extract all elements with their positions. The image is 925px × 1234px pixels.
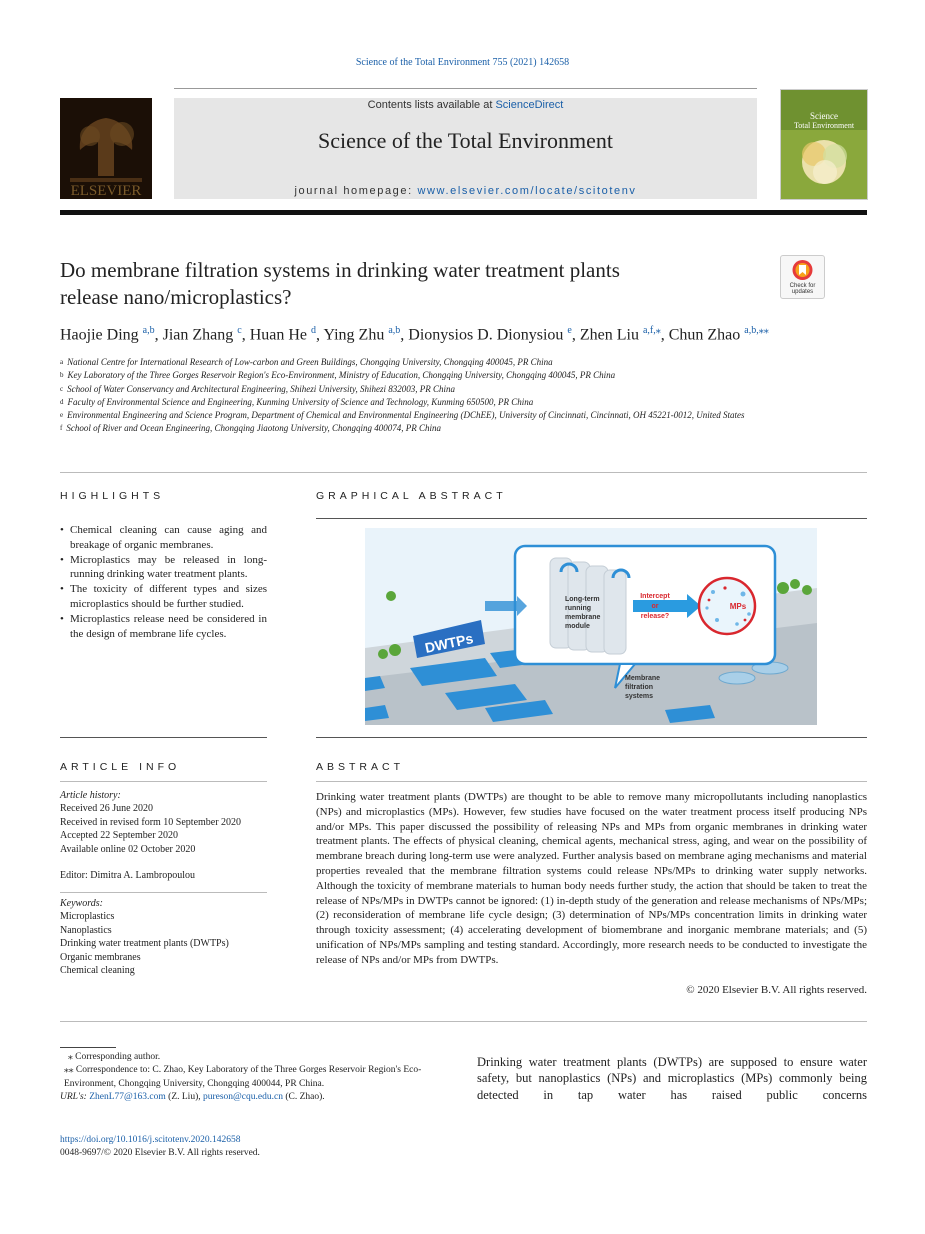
- homepage-link[interactable]: www.elsevier.com/locate/scitotenv: [417, 185, 637, 197]
- editor-line: Editor: Dimitra A. Lambropoulou: [60, 870, 195, 881]
- elsevier-logo: [60, 98, 152, 199]
- keyword[interactable]: Microplastics: [60, 911, 115, 923]
- footnote-rule: [60, 1047, 116, 1048]
- svg-text:membrane: membrane: [565, 614, 601, 621]
- sciencedirect-link[interactable]: ScienceDirect: [495, 99, 564, 111]
- highlights-list: [60, 523, 267, 641]
- article-info-rule: [60, 737, 267, 738]
- article-info-subrule: [60, 781, 267, 782]
- journal-homepage: journal homepage: www.elsevier.com/locate/scitotenv: [294, 185, 637, 197]
- article-history: Article history: Received 26 June 2020 Received in revised form 10 September 2020 Accepted 22 September 2020 Available online 02 October 2020: [60, 790, 242, 855]
- svg-text:systems: systems: [625, 693, 654, 700]
- affiliation-item: $^d$ Faculty of Environmental Science and Engineering, Kunming University of Science and Technology, Kunming 650500, PR China: [60, 396, 534, 407]
- author-affiliation-ref[interactable]: a,b: [388, 325, 401, 336]
- svg-text:Intercept: Intercept: [640, 593, 670, 600]
- graphical-abstract-rule: [316, 518, 867, 519]
- highlight-item: • Chemical cleaning can cause aging and breakage of organic membranes.: [60, 523, 267, 553]
- author[interactable]: Jian Zhang: [162, 326, 234, 344]
- author[interactable]: Chun Zhao: [668, 326, 741, 344]
- contents-line: Contents lists available at ScienceDirect: [367, 99, 564, 111]
- abstract-bottom-rule: [60, 1021, 867, 1022]
- keyword[interactable]: Chemical cleaning: [60, 965, 135, 977]
- footnotes: ⁎ Corresponding author. ⁎⁎ Correspondence to: C. Zhao, Key Laboratory of the Three Gorges Reservoir Region's Eco-Environment, Chongqing University, Chongqing 400044, PR China. URL's: ZhenL77@163.com (Z. Liu), pureson@cqu.edu.cn (C. Zhao).: [60, 1052, 422, 1103]
- graphical-abstract-heading: GRAPHICAL ABSTRACT: [316, 490, 507, 502]
- affiliation-list: [60, 356, 880, 436]
- email-link[interactable]: pureson@cqu.edu.cn: [202, 1092, 283, 1103]
- author-affiliation-ref[interactable]: c: [237, 325, 242, 336]
- header-bottom-rule: [60, 210, 867, 215]
- email-link[interactable]: ZhenL77@163.com: [89, 1092, 166, 1103]
- introduction-text: Drinking water treatment plants (DWTPs) are supposed to ensure water safety, but nanoplastics (NPs) and microplastics (MPs) commonly being detected in tap water has raised public concerns: [477, 1055, 867, 1102]
- svg-text:DWTPs: DWTPs: [423, 630, 475, 656]
- abstract-copyright: © 2020 Elsevier B.V. All rights reserved.: [686, 984, 867, 996]
- author-affiliation-ref[interactable]: a,b,⁎⁎: [744, 325, 769, 336]
- affiliation-item: $^c$ School of Water Conservancy and Architectural Engineering, Shihezi University, Shihezi 832003, PR China: [60, 383, 455, 394]
- svg-text:Long-term: Long-term: [565, 596, 600, 603]
- doi-link[interactable]: https://doi.org/10.1016/j.scitotenv.2020.142658: [60, 1135, 241, 1145]
- check-for-updates-badge[interactable]: [780, 255, 825, 299]
- journal-banner: [174, 98, 757, 199]
- journal-citation[interactable]: Science of the Total Environment 755 (2021) 142658: [355, 57, 570, 68]
- highlight-item: • The toxicity of different types and sizes microplastics should be further studied.: [60, 582, 267, 612]
- abstract-top-rule: [316, 737, 867, 738]
- abstract-body: Drinking water treatment plants (DWTPs) are thought to be able to remove many micropollutants including nanoplastics (NPs) and microplastics (MPs). However, few studies have focused on the water treatment process itself producing NPs and/or MPs. This paper discussed the possibility of releasing NPs and MPs from organic membranes in drinking water treatment plants. The effects of physical cleaning, chemical agents, mechanical stress, aging, and wear on the possibility of membrane breach during long-term use were analyzed. Further analysis based on membrane aging mechanisms and material properties revealed that the membrane filtration systems could release NPs/MPs to drinking water supply networks. Although the toxicity of membrane materials to human body needs further study, the action that should be taken to treat the release of NPs/MPs in DWTPs cannot be ignored: (1) in-depth study of the generation and release mechanisms of NPs/MPs; (2) reconsideration of membrane life cycle design; (3) determination of NPs/MPs concentration limits in drinking water through toxicity assessment; (4) accelerating development of biomembrane and inorganic membrane materials; and (5) unification of NPs/MPs sampling and testing standard. Accordingly, more research needs to be conducted to investigate the release of NPs and/or MPs from DWTPs.: [316, 791, 867, 966]
- check-for-updates-label: Check for updates: [789, 283, 816, 295]
- author-affiliation-ref[interactable]: e: [567, 325, 572, 336]
- doi-block: https://doi.org/10.1016/j.scitotenv.2020.142658 0048-9697/© 2020 Elsevier B.V. All rights reserved.: [60, 1135, 260, 1159]
- svg-text:Science: Science: [810, 111, 838, 121]
- keyword[interactable]: Organic membranes: [60, 951, 141, 963]
- graphical-abstract-figure[interactable]: [365, 528, 817, 725]
- author[interactable]: Dionysios D. Dionysiou: [408, 326, 564, 344]
- article-info-heading: ARTICLE INFO: [60, 761, 181, 773]
- keywords-rule: [60, 892, 267, 893]
- svg-text:module: module: [565, 623, 590, 630]
- keyword[interactable]: Drinking water treatment plants (DWTPs): [60, 938, 229, 950]
- svg-text:Total Environment: Total Environment: [793, 121, 855, 130]
- svg-text:filtration: filtration: [625, 684, 653, 691]
- header-top-rule: [174, 88, 757, 89]
- section-divider: [60, 472, 867, 473]
- affiliation-item: $^a$ National Centre for International Research of Low-carbon and Green Buildings, Chongqing University, Chongqing 400045, PR China: [60, 357, 553, 367]
- highlight-item: • Microplastics may be released in long-running drinking water treatment plants.: [60, 553, 267, 583]
- svg-text:release?: release?: [640, 613, 670, 620]
- svg-text:MPs: MPs: [729, 602, 747, 611]
- author[interactable]: Huan He: [249, 326, 308, 344]
- highlights-heading: HIGHLIGHTS: [60, 490, 165, 502]
- author[interactable]: Zhen Liu: [579, 326, 639, 344]
- svg-text:Membrane: Membrane: [625, 675, 661, 682]
- crossmark-icon: [790, 259, 815, 281]
- author-list: Haojie Ding $^{a,b}$, Jian Zhang $^c$, Huan He $^d$, Ying Zhu $^{a,b}$, Dionysios D. Dionysiou $^e$, Zhen Liu $^{a,f,⁎}$, Chun Zhao $^{a,b,⁎⁎}$: [60, 325, 769, 344]
- svg-text:running: running: [565, 605, 592, 612]
- abstract-subrule: [316, 781, 867, 782]
- highlight-item: • Microplastics release need be considered in the design of membrane life cycles.: [60, 612, 267, 642]
- affiliation-item: $^b$ Key Laboratory of the Three Gorges Reservoir Region's Eco-Environment, Ministry of Education, Chongqing University, Chongqing 400045, PR China: [60, 370, 616, 381]
- svg-text:ELSEVIER: ELSEVIER: [70, 183, 142, 199]
- article-title: Do membrane filtration systems in drinking water treatment plants release nano/microplastics?: [60, 258, 620, 309]
- abstract-heading: ABSTRACT: [316, 761, 405, 773]
- author-affiliation-ref[interactable]: a,b: [142, 325, 155, 336]
- keywords-block: Keywords: Microplastics Nanoplastics Drinking water treatment plants (DWTPs) Organic membranes Chemical cleaning: [60, 897, 267, 977]
- journal-title: Science of the Total Environment: [318, 128, 613, 153]
- affiliation-item: $^e$ Environmental Engineering and Science Program, Department of Chemical and Environmental Engineering (DChEE), University of Cincinnati, Cincinnati, OH 45221-0012, United States: [60, 410, 745, 421]
- svg-text:or: or: [651, 603, 659, 610]
- affiliation-item: $^f$ School of River and Ocean Engineering, Chongqing Jiaotong University, Chongqing 400074, PR China: [60, 423, 442, 434]
- author[interactable]: Haojie Ding: [60, 326, 139, 344]
- journal-cover[interactable]: [780, 89, 868, 200]
- author-affiliation-ref[interactable]: d: [311, 325, 317, 336]
- keyword[interactable]: Nanoplastics: [60, 924, 112, 936]
- author-affiliation-ref[interactable]: a,f,⁎: [642, 325, 661, 336]
- author[interactable]: Ying Zhu: [323, 326, 385, 344]
